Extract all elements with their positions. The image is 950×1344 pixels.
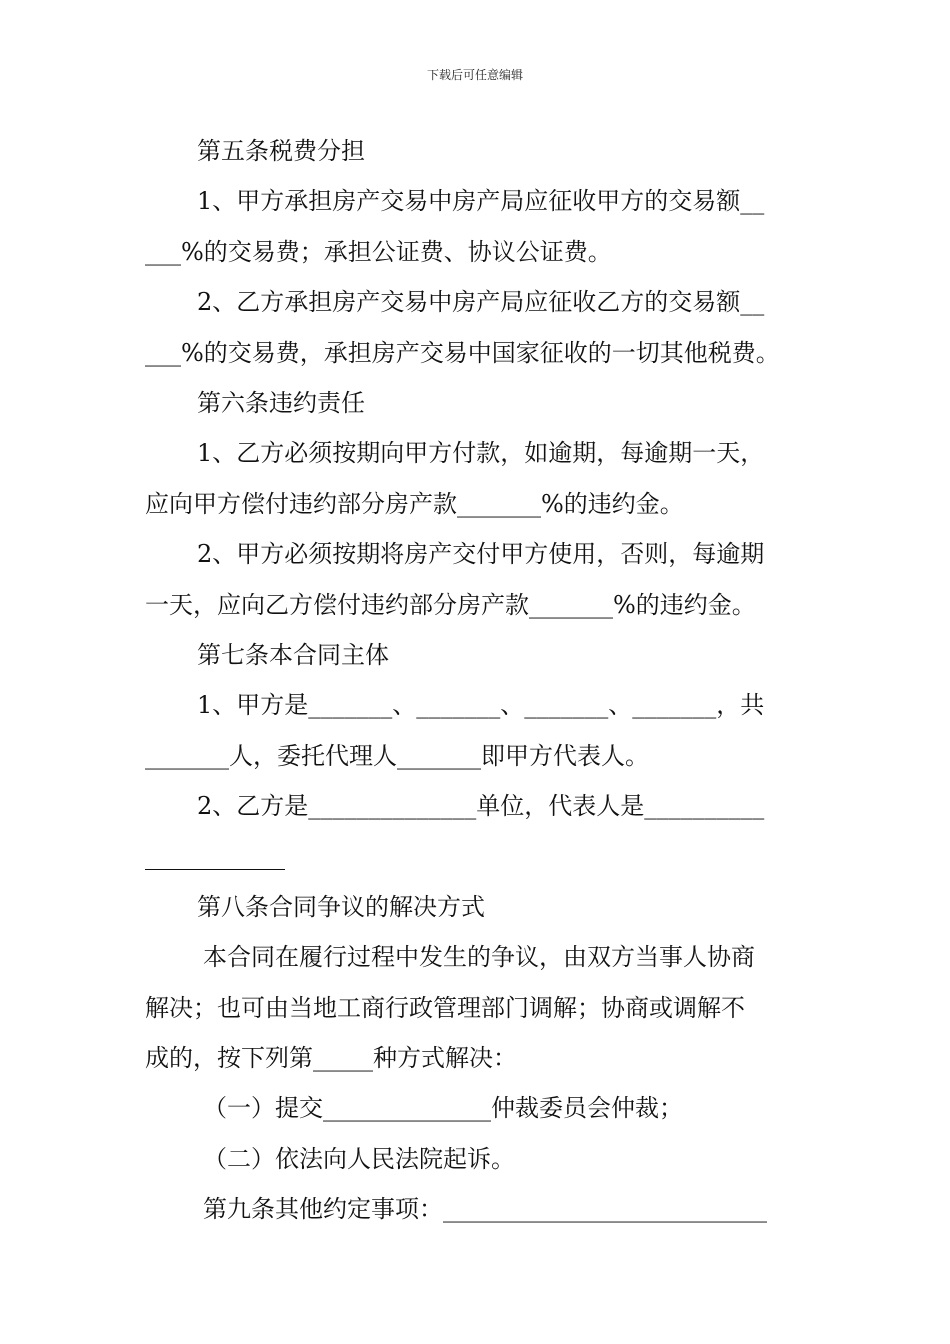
section-6-item-1-line-2: 应向甲方偿付违约部分房产款_______%的违约金。 [145,489,684,518]
section-6-item-1-line-1: 1、乙方必须按期向甲方付款，如逾期，每逾期一天， [197,439,765,468]
section-8-paragraph-line-3: 成的，按下列第_____种方式解决： [145,1044,517,1073]
section-6-heading: 第六条违约责任 [197,388,365,417]
section-7-item-2-line-1: 2、乙方是______________单位，代表人是__________ [197,792,765,821]
section-8-option-2: （二）依法向人民法院起诉。 [203,1144,515,1173]
section-5-item-2-line-1: 2、乙方承担房产交易中房产局应征收乙方的交易额__ [197,288,765,317]
section-5-item-2-line-2: ___%的交易费，承担房产交易中国家征收的一切其他税费。 [145,338,780,367]
page-header-note: 下载后可任意编辑 [426,68,523,82]
section-8-paragraph-line-2: 解决；也可由当地工商行政管理部门调解；协商或调解不 [145,993,745,1022]
section-5-item-1-line-2: ___%的交易费；承担公证费、协议公证费。 [145,237,612,266]
section-5-item-1-line-1: 1、甲方承担房产交易中房产局应征收甲方的交易额__ [197,187,765,216]
section-6-item-2-line-1: 2、甲方必须按期将房产交付甲方使用，否则，每逾期 [197,540,765,569]
section-6-item-2-line-2: 一天，应向乙方偿付违约部分房产款_______%的违约金。 [145,590,756,619]
section-8-paragraph-line-1: 本合同在履行过程中发生的争议，由双方当事人协商 [203,943,755,972]
section-7-heading: 第七条本合同主体 [197,640,389,669]
section-8-option-1: （一）提交______________仲裁委员会仲裁； [203,1094,683,1123]
section-7-item-1-line-1: 1、甲方是_______、_______、_______、_______，共 [197,691,765,720]
blank-underline-rule [145,831,285,881]
contract-body [145,126,810,1235]
section-8-heading: 第八条合同争议的解决方式 [197,892,485,921]
section-9-heading: 第九条其他约定事项：___________________________ [203,1195,767,1224]
section-5-heading: 第五条税费分担 [197,137,365,165]
section-7-item-1-line-2: _______人，委托代理人_______即甲方代表人。 [145,741,649,770]
